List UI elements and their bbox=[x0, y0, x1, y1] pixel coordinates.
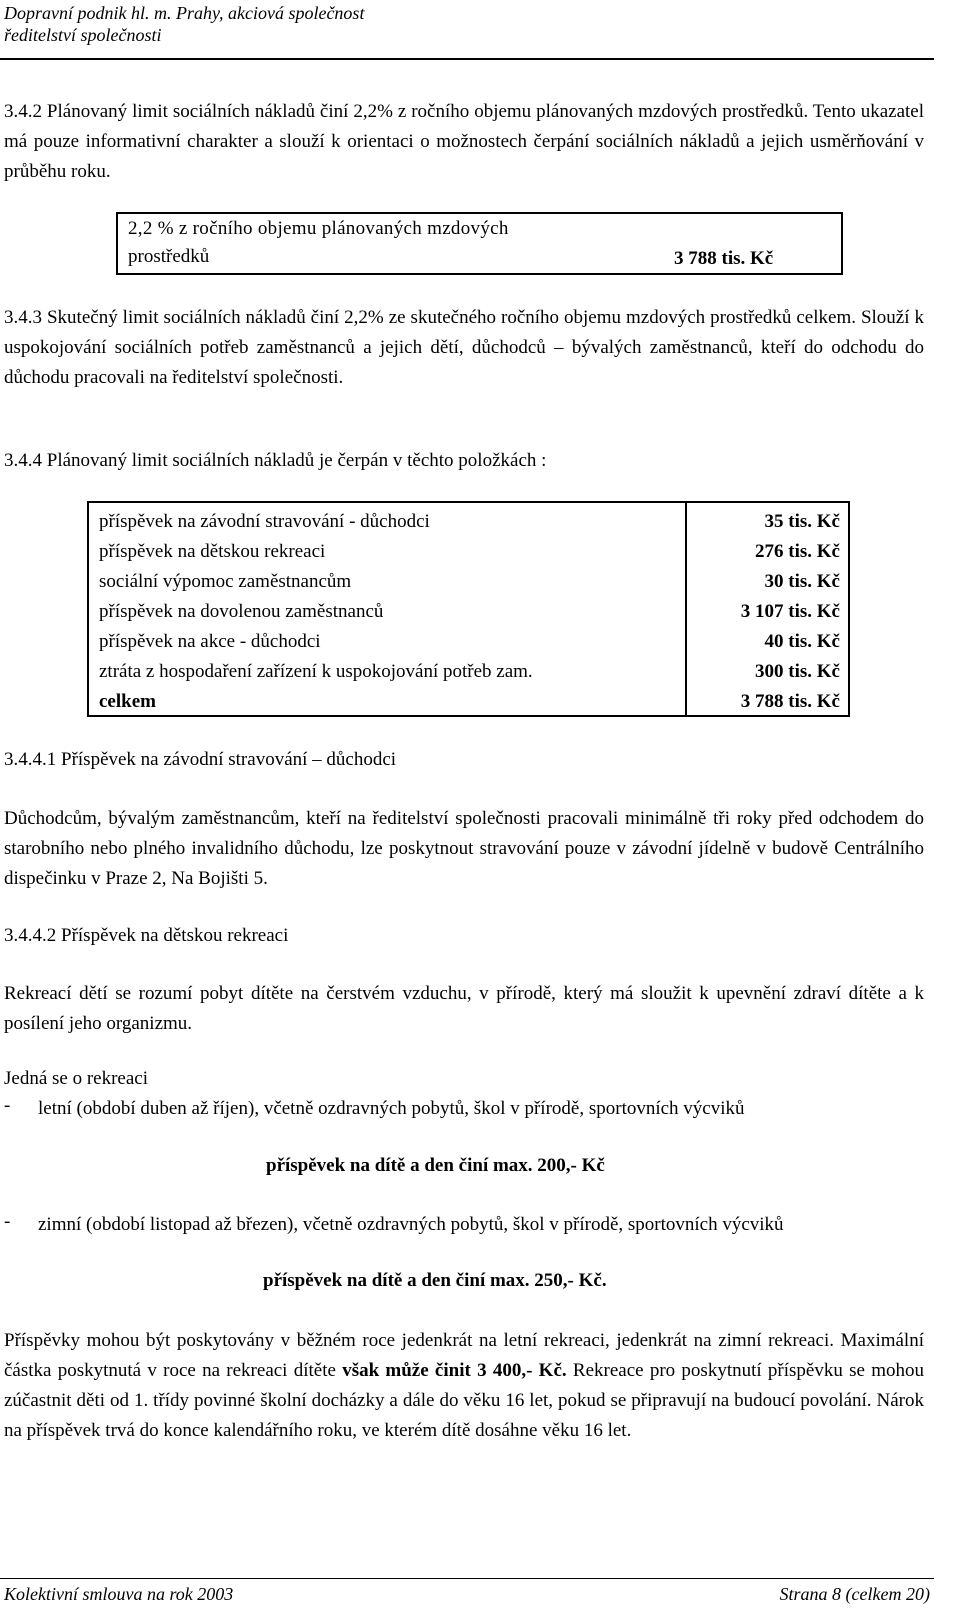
conditions-text-b: Rekreace pro poskytnutí příspěvku se mohou zúčastnit děti od 1. třídy povinné školní docházky a dále do věku 16 let, pokud se připravují na budoucí povolání. Nárok na příspěvek trvá do konce kalendářního roku, ve kterém dítě dosáhne věku 16 let. bbox=[4, 1360, 924, 1441]
item-value: 30 tis. Kč bbox=[764, 571, 840, 592]
item-value: 40 tis. Kč bbox=[764, 631, 840, 652]
header-department: ředitelství společnosti bbox=[4, 25, 162, 45]
winter-recreation-item: zimní (období listopad až březen), včetně ozdravných pobytů, škol v přírodě, sportovních výcviků bbox=[38, 1214, 784, 1235]
conditions-max-amount: však může činit 3 400,- Kč. bbox=[342, 1360, 567, 1381]
section-344-heading: 3.4.4 Plánovaný limit sociálních nákladů je čerpán v těchto položkách : bbox=[4, 450, 547, 471]
section-3442-heading: 3.4.4.2 Příspěvek na dětskou rekreaci bbox=[4, 925, 289, 946]
planned-limit-label-2: prostředků bbox=[128, 246, 210, 267]
summer-allowance: příspěvek na dítě a den činí max. 200,- Kč bbox=[266, 1155, 605, 1176]
item-label: příspěvek na akce - důchodci bbox=[99, 631, 321, 652]
recreation-conditions bbox=[4, 1326, 924, 1446]
planned-limit-label-1: 2,2 % z ročního objemu plánovaných mzdových bbox=[128, 218, 509, 239]
section-3441-heading: 3.4.4.1 Příspěvek na závodní stravování – důchodci bbox=[4, 749, 397, 770]
item-label: příspěvek na závodní stravování - důchodci bbox=[99, 511, 430, 532]
items-total-label: celkem bbox=[99, 691, 156, 712]
header-rule bbox=[0, 58, 934, 60]
item-label: příspěvek na dětskou rekreaci bbox=[99, 541, 326, 562]
planned-limit-value: 3 788 tis. Kč bbox=[674, 248, 774, 269]
bullet-dash: - bbox=[4, 1095, 11, 1116]
conditions-text-a: Příspěvky mohou být poskytovány v běžném roce jedenkrát na letní rekreaci, jedenkrát na zimní rekreaci. Maximální částka poskytnutá v roce na rekreaci dítěte bbox=[4, 1330, 924, 1381]
section-343-text: 3.4.3 Skutečný limit sociálních nákladů činí 2,2% ze skutečného ročního objemu mzdových prostředků celkem. Slouží k uspokojování sociálních potřeb zaměstnanců a jejich dětí, důchodců – bývalých zaměstnanců, kteří do odchodu do důchodu pracovali na ředitelství společnosti. bbox=[4, 307, 924, 388]
header-company: Dopravní podnik hl. m. Prahy, akciová společnost bbox=[4, 3, 365, 23]
items-value-column bbox=[687, 501, 850, 717]
footer-rule bbox=[0, 1578, 934, 1579]
recreation-intro: Jedná se o rekreaci bbox=[4, 1068, 149, 1089]
footer-page-number: Strana 8 (celkem 20) bbox=[779, 1584, 930, 1604]
item-label: příspěvek na dovolenou zaměstnanců bbox=[99, 601, 384, 622]
item-value: 300 tis. Kč bbox=[755, 661, 840, 682]
items-total-value: 3 788 tis. Kč bbox=[740, 691, 840, 712]
bullet-dash: - bbox=[4, 1211, 11, 1232]
planned-limit-box bbox=[116, 212, 843, 275]
summer-recreation-item: letní (období duben až říjen), včetně ozdravných pobytů, škol v přírodě, sportovních výcviků bbox=[38, 1098, 745, 1119]
item-label: sociální výpomoc zaměstnancům bbox=[99, 571, 352, 592]
winter-allowance: příspěvek na dítě a den činí max. 250,- Kč. bbox=[263, 1270, 607, 1291]
section-3441-text: Důchodcům, bývalým zaměstnancům, kteří na ředitelství společnosti pracovali minimálně tři roky před odchodem do starobního nebo plného invalidního důchodu, lze poskytnout stravování pouze v závodní jídelně v budově Centrálního dispečinku v Praze 2, Na Bojišti 5. bbox=[4, 808, 924, 889]
footer-title: Kolektivní smlouva na rok 2003 bbox=[4, 1584, 234, 1604]
item-value: 3 107 tis. Kč bbox=[740, 601, 840, 622]
section-3442-text: Rekreací dětí se rozumí pobyt dítěte na čerstvém vzduchu, v přírodě, který má sloužit k upevnění zdraví dítěte a k posílení jeho organizmu. bbox=[4, 983, 924, 1034]
item-value: 276 tis. Kč bbox=[755, 541, 840, 562]
items-label-column bbox=[87, 501, 687, 717]
item-value: 35 tis. Kč bbox=[764, 511, 840, 532]
section-342-text: 3.4.2 Plánovaný limit sociálních nákladů činí 2,2% z ročního objemu plánovaných mzdových prostředků. Tento ukazatel má pouze informativní charakter a slouží k orientaci o možnostech čerpání sociálních nákladů a jejich usměrňování v průběhu roku. bbox=[4, 101, 924, 182]
item-label: ztráta z hospodaření zařízení k uspokojování potřeb zam. bbox=[99, 661, 533, 682]
